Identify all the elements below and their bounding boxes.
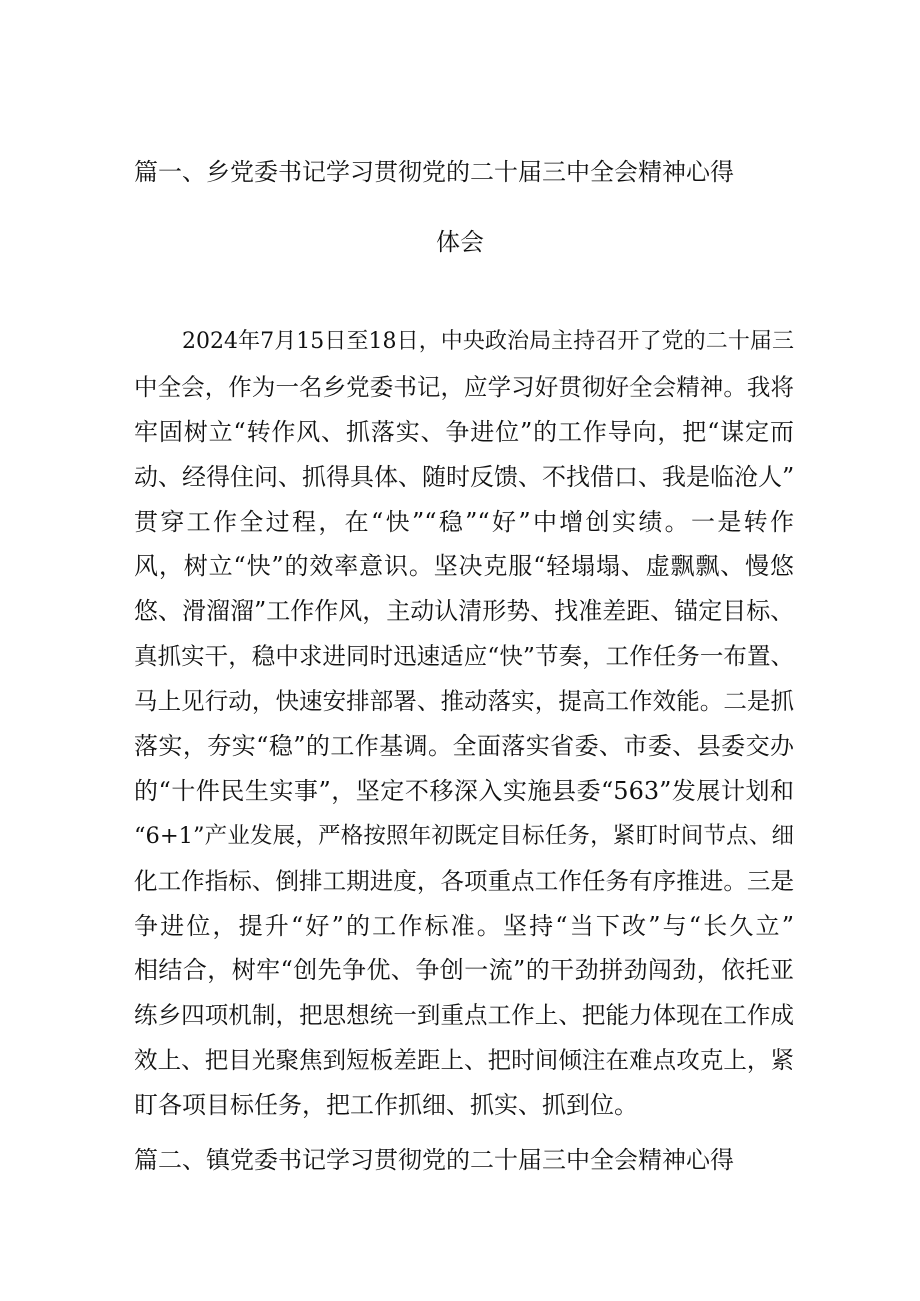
paragraph-line: 悠、滑溜溜”工作作风，主动认清形势、找准差距、锚定目标、 [134, 597, 795, 626]
paragraph-line: 动、经得住问、抓得具体、随时反馈、不找借口、我是临沧人” [134, 462, 795, 491]
paragraph-line: 落实，夯实“稳”的工作基调。全面落实省委、市委、县委交办 [134, 732, 794, 761]
paragraph-line: 真抓实干，稳中求进同时迅速适应“快”节奏，工作任务一布置、 [134, 642, 794, 671]
paragraph-line: 2024年7月15日至18日，中央政治局主持召开了党的二十届三 [182, 329, 794, 354]
article-1-paragraph [134, 320, 794, 1128]
paragraph-line: 贯穿工作全过程，在“快”“稳”“好”中增创实绩。一是转作 [134, 507, 794, 536]
article-2-title-line-1: 篇二、镇党委书记学习贯彻党的二十届三中全会精神心得 [134, 1146, 734, 1174]
article-1-title-line-2: 体会 [436, 228, 484, 256]
paragraph-line: 化工作指标、倒排工期进度，各项重点工作任务有序推进。三是 [134, 866, 794, 895]
paragraph-line: 效上、把目光聚焦到短板差距上、把时间倾注在难点攻克上，紧 [134, 1046, 794, 1075]
paragraph-line: “6+1”产业发展，严格按照年初既定目标任务，紧盯时间节点、细 [134, 822, 794, 849]
paragraph-line: 练乡四项机制，把思想统一到重点工作上、把能力体现在工作成 [134, 1001, 794, 1030]
article-1-title-line-1: 篇一、乡党委书记学习贯彻党的二十届三中全会精神心得 [134, 158, 734, 186]
paragraph-line: 马上见行动，快速安排部署、推动落实，提高工作效能。二是抓 [134, 687, 794, 716]
paragraph-line: 中全会，作为一名乡党委书记，应学习好贯彻好全会精神。我将 [134, 372, 794, 401]
paragraph-line: 盯各项目标任务，把工作抓细、抓实、抓到位。 [134, 1091, 638, 1120]
paragraph-line: 牢固树立“转作风、抓落实、争进位”的工作导向，把“谋定而 [134, 417, 794, 446]
paragraph-line: 的“十件民生实事”，坚定不移深入实施县委“563”发展计划和 [134, 776, 794, 805]
paragraph-line: 相结合，树牢“创先争优、争创一流”的干劲拼劲闯劲，依托亚 [134, 956, 794, 985]
paragraph-line: 争进位，提升“好”的工作标准。坚持“当下改”与“长久立” [134, 911, 794, 940]
paragraph-line: 风，树立“快”的效率意识。坚决克服“轻塌塌、虚飘飘、慢悠 [134, 552, 794, 581]
